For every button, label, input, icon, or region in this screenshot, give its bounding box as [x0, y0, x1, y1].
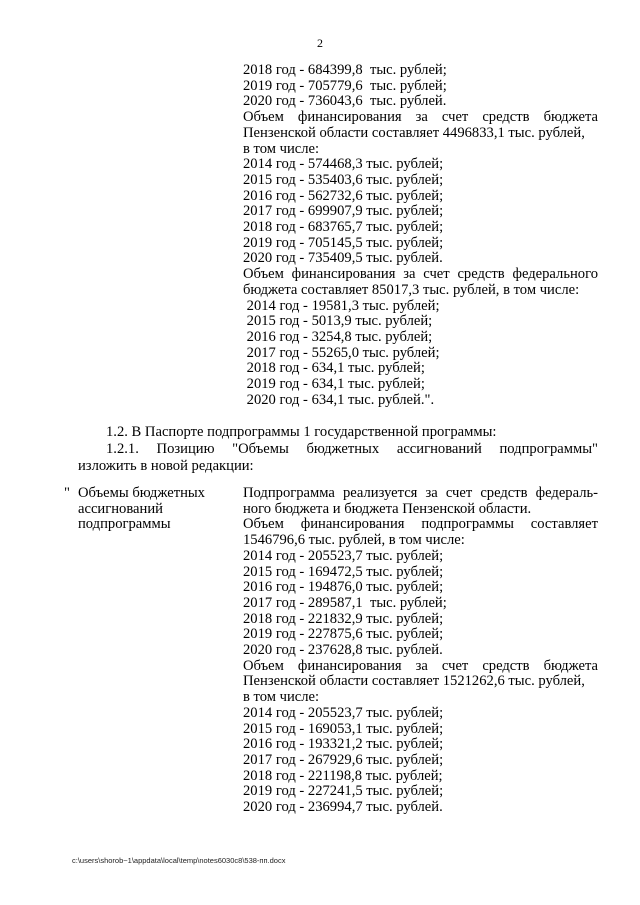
text-line: Пензенской области составляет 4496833,1 тыс. рублей, — [243, 124, 585, 141]
text-line: 2019 год - 705779,6 тыс. рублей; — [243, 77, 447, 94]
text-line: Подпрограмма реализуется за счет средств федераль- — [243, 485, 598, 501]
text-line: 2015 год - 5013,9 тыс. рублей; — [243, 313, 433, 330]
open-quote: " — [64, 485, 70, 501]
text-line: 2015 год - 169472,5 тыс. рублей; — [243, 563, 444, 580]
label-line: Объемы бюджетных — [78, 485, 205, 501]
text-line: 2017 год - 289587,1 тыс. рублей; — [243, 594, 447, 611]
text-line: 2014 год - 205523,7 тыс. рублей; — [243, 704, 444, 721]
text-block-top — [243, 63, 598, 408]
text-line: 2014 год - 205523,7 тыс. рублей; — [243, 547, 444, 564]
text-line: 2016 год - 194876,0 тыс. рублей; — [243, 579, 444, 596]
text-line: в том числе: — [243, 140, 320, 157]
text-line: Пензенской области составляет 1521262,6 тыс. рублей, — [243, 673, 585, 690]
text-line: 2020 год - 634,1 тыс. рублей.". — [243, 391, 435, 408]
table-content — [243, 486, 598, 816]
text-line: 2016 год - 3254,8 тыс. рублей; — [243, 328, 433, 345]
text-line: 2016 год - 193321,2 тыс. рублей; — [243, 736, 444, 753]
text-line: 2019 год - 227241,5 тыс. рублей; — [243, 783, 444, 800]
text-line: 2019 год - 634,1 тыс. рублей; — [243, 376, 425, 393]
text-line: Объем финансирования за счет средств федерального — [243, 266, 598, 283]
text-line: Объем финансирования подпрограммы составляет — [243, 516, 598, 533]
label-line: ассигнований — [78, 500, 163, 517]
text-line: бюджета составляет 85017,3 тыс. рублей, в том числе: — [243, 281, 580, 298]
text-line: 2015 год - 535403,6 тыс. рублей; — [243, 171, 444, 188]
text-line: 2020 год - 237628,8 тыс. рублей. — [243, 642, 443, 659]
text-line: 1546796,6 тыс. рублей, в том числе: — [243, 532, 465, 549]
text-line: ного бюджета и бюджета Пензенской области. — [243, 500, 532, 517]
text-line: 2018 год - 221198,8 тыс. рублей; — [243, 767, 443, 784]
text-line: 2019 год - 227875,6 тыс. рублей; — [243, 626, 444, 643]
text-line: 2018 год - 221832,9 тыс. рублей; — [243, 610, 444, 627]
text-line: 2015 год - 169053,1 тыс. рублей; — [243, 720, 444, 737]
text-line: 2014 год - 19581,3 тыс. рублей; — [243, 297, 440, 314]
text-line: Объем финансирования за счет средств бюджета — [243, 657, 598, 674]
text-line: 2016 год - 562732,6 тыс. рублей; — [243, 187, 444, 204]
text-line: 2017 год - 55265,0 тыс. рублей; — [243, 344, 440, 361]
text-line: 2020 год - 236994,7 тыс. рублей. — [243, 799, 443, 816]
section-heading: 1.2. В Паспорте подпрограммы 1 государственной программы: — [106, 424, 497, 440]
text-line: 2020 год - 735409,5 тыс. рублей. — [243, 250, 443, 267]
footer-file-path: c:\users\shorob~1\appdata\local\temp\notes6030c8\538-пп.docx — [72, 856, 286, 865]
text-line: 2017 год - 699907,9 тыс. рублей; — [243, 203, 444, 220]
item-text: 1.2.1. Позицию "Объемы бюджетных ассигнований подпрограммы" — [106, 441, 598, 457]
text-line: 2020 год - 736043,6 тыс. рублей. — [243, 93, 447, 110]
text-line: 2017 год - 267929,6 тыс. рублей; — [243, 751, 444, 768]
text-line: 2014 год - 574468,3 тыс. рублей; — [243, 156, 444, 173]
page-number: 2 — [317, 36, 323, 50]
table-label — [78, 486, 228, 533]
label-line: подпрограммы — [78, 516, 171, 533]
text-line: 2018 год - 634,1 тыс. рублей; — [243, 360, 425, 377]
text-line: Объем финансирования за счет средств бюджета — [243, 109, 598, 126]
text-line: в том числе: — [243, 689, 320, 706]
text-line: 2019 год - 705145,5 тыс. рублей; — [243, 234, 444, 251]
item-text-continued: изложить в новой редакции: — [78, 458, 254, 474]
text-line: 2018 год - 684399,8 тыс. рублей; — [243, 62, 447, 78]
text-line: 2018 год - 683765,7 тыс. рублей; — [243, 219, 444, 236]
